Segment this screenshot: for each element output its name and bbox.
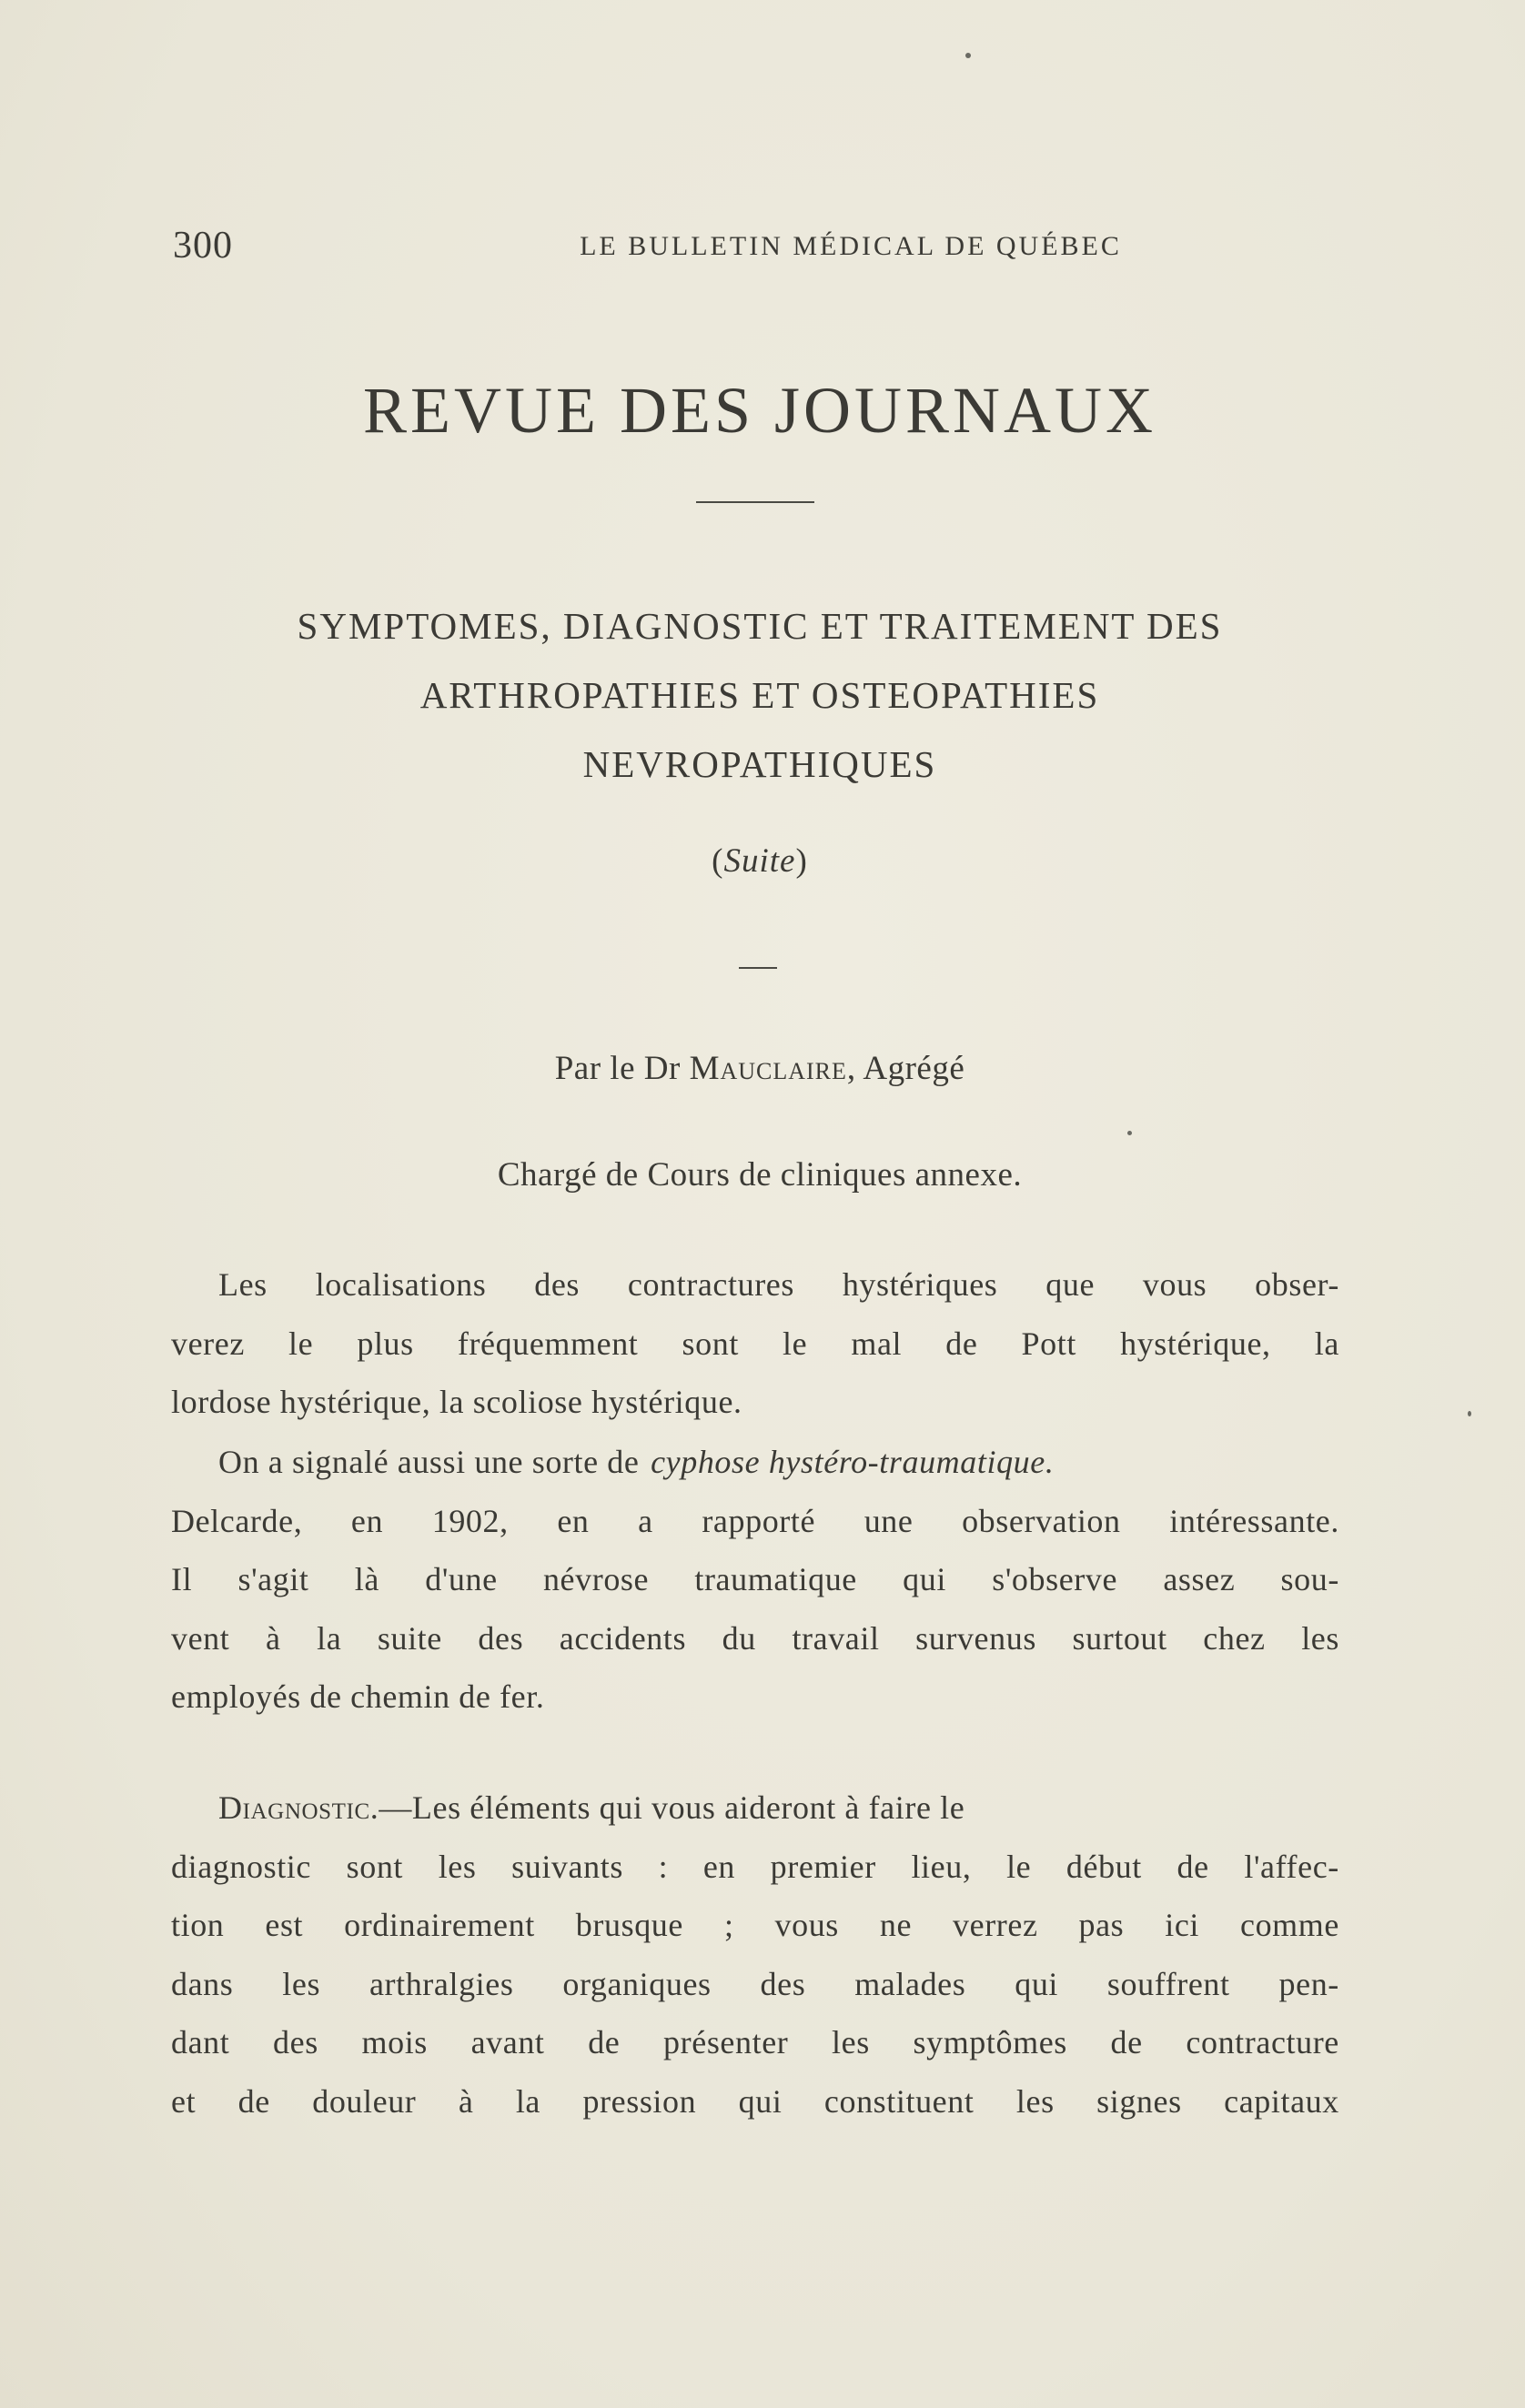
word: diagnostic: [171, 1848, 311, 1885]
word: plus: [357, 1325, 414, 1362]
word: qui: [1015, 1965, 1059, 2002]
word: rapporté: [702, 1502, 816, 1539]
word: les: [282, 1965, 321, 2002]
word: ;: [723, 1907, 734, 1944]
running-head: [173, 224, 1347, 269]
word: mois: [361, 2024, 428, 2061]
word: des: [478, 1619, 524, 1657]
word: et: [171, 2082, 197, 2120]
text-line-content: lordose hystérique, la scoliose hystérique.: [171, 1384, 742, 1421]
word: vous: [1142, 1266, 1207, 1303]
paragraph: [171, 1255, 1339, 1432]
byline-suffix: , Agrégé: [846, 1050, 965, 1087]
word: a: [638, 1502, 653, 1539]
word: capitaux: [1224, 2082, 1339, 2120]
text-line: [171, 1550, 1339, 1609]
section-heading: Diagnostic.: [218, 1789, 379, 1826]
text-line-content: —Les éléments qui vous aideront à faire le: [379, 1789, 965, 1826]
word: travail: [792, 1619, 880, 1657]
word: sont: [346, 1848, 404, 1885]
word: :: [658, 1848, 669, 1885]
word: de: [1177, 1848, 1209, 1885]
word: surtout: [1072, 1619, 1167, 1657]
word: des: [273, 2024, 318, 2061]
paragraph: [171, 1778, 1339, 2131]
word: tion: [171, 1907, 225, 1944]
word: les: [832, 2024, 870, 2061]
word: des: [534, 1266, 581, 1303]
text-line: [171, 1778, 1339, 1838]
ink-speck: [965, 53, 971, 58]
text-line: [171, 1667, 1339, 1727]
word: sou-: [1280, 1561, 1339, 1598]
paren-open: (: [712, 842, 724, 880]
word: névrose: [542, 1561, 650, 1598]
text-line: [171, 2072, 1339, 2131]
word: la: [515, 2082, 541, 2120]
journal-title: LE BULLETIN MÉDICAL DE QUÉBEC: [580, 231, 1122, 261]
word: lieu,: [911, 1848, 972, 1885]
word: fréquemment: [457, 1325, 639, 1362]
word: en: [350, 1502, 384, 1539]
text-line: [171, 1609, 1339, 1668]
word: à: [265, 1619, 281, 1657]
word: là: [354, 1561, 379, 1598]
word: la: [1314, 1325, 1339, 1362]
word: premier: [770, 1848, 876, 1885]
author-name: Mauclaire: [689, 1050, 847, 1087]
article-title-line: NEVROPATHIQUES: [582, 743, 937, 785]
word: intéressante.: [1169, 1502, 1339, 1539]
paren-close: ): [795, 842, 808, 880]
text-line-content: employés de chemin de fer.: [171, 1678, 545, 1716]
word: avant: [470, 2024, 545, 2061]
word: du: [722, 1619, 756, 1657]
word: comme: [1239, 1907, 1339, 1944]
word: verez: [171, 1325, 245, 1362]
word: chez: [1203, 1619, 1266, 1657]
divider-rule: [696, 501, 814, 503]
word: des: [760, 1965, 806, 2002]
word: pression: [582, 2082, 697, 2120]
word: sont: [682, 1325, 739, 1362]
word: s'observe: [992, 1561, 1118, 1598]
word: douleur: [312, 2082, 417, 2120]
word: contractures: [627, 1266, 794, 1303]
text-line: [171, 1955, 1339, 2014]
divider-rule: [739, 967, 777, 969]
word: le: [783, 1325, 808, 1362]
word: est: [265, 1907, 304, 1944]
word: arthralgies: [369, 1965, 514, 2002]
word: l'affec-: [1244, 1848, 1339, 1885]
word: de: [1110, 2024, 1143, 2061]
byline-prefix: Par le Dr: [554, 1050, 681, 1087]
word: qui: [738, 2082, 783, 2120]
word: assez: [1163, 1561, 1236, 1598]
word: les: [1015, 2082, 1055, 2120]
word: ici: [1165, 1907, 1200, 1944]
word: pas: [1078, 1907, 1125, 1944]
word: vous: [774, 1907, 839, 1944]
word: qui: [903, 1561, 946, 1598]
word: le: [288, 1325, 314, 1362]
word: suite: [377, 1619, 442, 1657]
word: que: [1045, 1266, 1096, 1303]
word: début: [1065, 1848, 1142, 1885]
word: ordinairement: [344, 1907, 535, 1944]
text-line: [171, 1492, 1339, 1551]
word: s'agit: [237, 1561, 309, 1598]
word: les: [438, 1848, 477, 1885]
article-title-line: SYMPTOMES, DIAGNOSTIC ET TRAITEMENT DES: [297, 605, 1223, 647]
text-line: [171, 1838, 1339, 1897]
text-line-content: On a signalé aussi une sorte de: [218, 1444, 640, 1480]
word: en: [557, 1502, 590, 1539]
article-title: [173, 591, 1347, 799]
word: en: [702, 1848, 736, 1885]
word: hystérique,: [1120, 1325, 1271, 1362]
ink-speck: [1127, 1131, 1132, 1135]
affiliation: Chargé de Cours de cliniques annexe.: [497, 1156, 1023, 1194]
text-line: [171, 1433, 1339, 1492]
word: brusque: [575, 1907, 683, 1944]
word: le: [1006, 1848, 1032, 1885]
text-line: [171, 1373, 1339, 1432]
byline: [173, 1049, 1347, 1088]
word: Pott: [1021, 1325, 1076, 1362]
word: de: [945, 1325, 978, 1362]
word: obser-: [1255, 1266, 1339, 1303]
article-title-line: ARTHROPATHIES ET OSTEOPATHIES: [419, 674, 1100, 716]
section-title: REVUE DES JOURNAUX: [362, 374, 1156, 447]
word: observation: [962, 1502, 1121, 1539]
ink-speck: [1468, 1411, 1471, 1416]
word: signes: [1096, 2082, 1182, 2120]
word: à: [458, 2082, 474, 2120]
word: localisations: [315, 1266, 487, 1303]
word: contracture: [1186, 2024, 1339, 2061]
word: 1902,: [431, 1502, 509, 1539]
word: d'une: [425, 1561, 498, 1598]
suite-word: Suite: [723, 842, 796, 880]
text-line: [171, 1255, 1339, 1315]
word: verrez: [953, 1907, 1038, 1944]
word: la: [317, 1619, 342, 1657]
word: Les: [218, 1266, 268, 1303]
text-line: [171, 1315, 1339, 1374]
word: suivants: [511, 1848, 623, 1885]
italic-term: cyphose hystéro-traumatique.: [651, 1444, 1055, 1480]
word: Il: [171, 1561, 193, 1598]
word: dant: [171, 2024, 230, 2061]
word: présenter: [663, 2024, 789, 2061]
word: une: [863, 1502, 914, 1539]
word: vent: [171, 1619, 230, 1657]
page-number: 300: [173, 225, 233, 267]
word: mal: [851, 1325, 903, 1362]
word: malades: [854, 1965, 966, 2002]
paragraph: [171, 1433, 1339, 1727]
word: constituent: [823, 2082, 975, 2120]
word: symptômes: [913, 2024, 1067, 2061]
word: survenus: [915, 1619, 1036, 1657]
word: souffrent: [1106, 1965, 1230, 2002]
word: de: [237, 2082, 270, 2120]
text-line: [171, 2013, 1339, 2072]
word: dans: [171, 1965, 234, 2002]
word: traumatique: [694, 1561, 857, 1598]
word: ne: [879, 1907, 913, 1944]
word: hystériques: [842, 1266, 998, 1303]
word: organiques: [562, 1965, 712, 2002]
word: pen-: [1278, 1965, 1339, 2002]
word: les: [1301, 1619, 1339, 1657]
word: Delcarde,: [171, 1502, 303, 1539]
suite-label: [173, 841, 1347, 881]
word: de: [588, 2024, 621, 2061]
word: accidents: [559, 1619, 687, 1657]
text-line: [171, 1896, 1339, 1955]
